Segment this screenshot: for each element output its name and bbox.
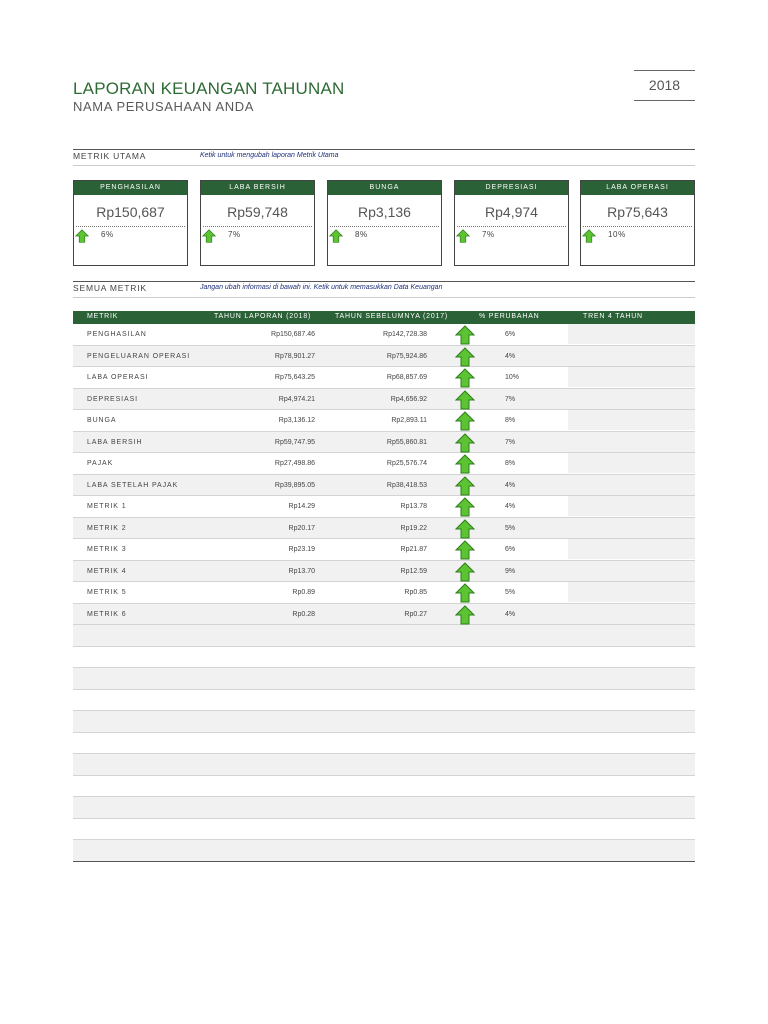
table-header	[73, 311, 695, 324]
metric-card-caption: DEPRESIASI	[455, 181, 568, 195]
row-metric-name: METRIK 5	[87, 589, 127, 596]
row-previous-value[interactable]: Rp0.27	[404, 610, 427, 618]
metric-card	[73, 180, 188, 266]
row-change-value: 4%	[505, 503, 516, 510]
row-current-value[interactable]: Rp150,687.46	[271, 331, 315, 338]
row-trend-cell	[568, 410, 695, 430]
row-previous-value[interactable]: Rp75,924.86	[386, 352, 427, 360]
col-header-metric: METRIK	[87, 313, 119, 320]
metric-card-change	[328, 229, 441, 243]
empty-table-row[interactable]	[73, 840, 695, 862]
row-trend-cell	[568, 346, 695, 366]
metric-card-value: Rp150,687	[76, 204, 185, 227]
metric-card-change	[74, 229, 187, 243]
all-metrics-note: Jangan ubah informasi di bawah ini. Ketik untuk memasukkan Data Keuangan	[200, 284, 443, 291]
empty-table-row[interactable]	[73, 776, 695, 798]
metric-card-change-value: 7%	[228, 230, 241, 239]
up-arrow-icon	[455, 497, 475, 517]
row-previous-value[interactable]: Rp142,728.38	[383, 331, 427, 338]
metric-card-caption: LABA OPERASI	[581, 181, 694, 195]
row-change-value: 9%	[505, 567, 516, 575]
empty-table-row[interactable]	[73, 647, 695, 669]
row-metric-name: METRIK 1	[87, 503, 127, 510]
row-change-value: 4%	[505, 610, 516, 618]
row-previous-value[interactable]: Rp25,576.74	[386, 460, 427, 467]
row-trend-cell	[568, 432, 695, 452]
table-row[interactable]	[73, 475, 695, 497]
up-arrow-icon	[455, 605, 475, 625]
metric-card-value: Rp75,643	[583, 204, 692, 227]
row-change-value: 7%	[505, 438, 516, 446]
row-change-value: 8%	[505, 460, 516, 467]
row-previous-value[interactable]: Rp19.22	[400, 524, 427, 532]
row-metric-name: DEPRESIASI	[87, 395, 139, 403]
up-arrow-icon	[455, 476, 475, 496]
row-metric-name: PAJAK	[87, 460, 114, 467]
metric-card	[454, 180, 569, 266]
row-change-value: 6%	[505, 331, 516, 338]
metric-card-value: Rp59,748	[203, 204, 312, 227]
row-change-value: 8%	[505, 417, 516, 424]
up-arrow-icon	[329, 229, 343, 243]
row-current-value[interactable]: Rp23.19	[288, 546, 315, 553]
all-metrics-label: SEMUA METRIK	[73, 283, 147, 293]
up-arrow-icon	[455, 519, 475, 539]
empty-table-row[interactable]	[73, 819, 695, 841]
row-current-value[interactable]: Rp3,136.12	[278, 417, 315, 424]
row-current-value[interactable]: Rp0.89	[292, 589, 315, 596]
row-previous-value[interactable]: Rp2,893.11	[391, 417, 427, 424]
up-arrow-icon	[455, 562, 475, 582]
row-metric-name: LABA BERSIH	[87, 438, 143, 446]
table-row[interactable]	[73, 604, 695, 626]
metric-card	[580, 180, 695, 266]
metric-card-change	[201, 229, 314, 243]
up-arrow-icon	[455, 390, 475, 410]
row-trend-cell	[568, 604, 695, 624]
metric-card-change-value: 8%	[355, 230, 368, 239]
empty-table-row[interactable]	[73, 711, 695, 733]
row-previous-value[interactable]: Rp12.59	[400, 567, 427, 575]
row-change-value: 5%	[505, 589, 516, 596]
table-row[interactable]	[73, 453, 695, 475]
up-arrow-icon	[455, 540, 475, 560]
up-arrow-icon	[455, 325, 475, 345]
metrics-table	[73, 311, 695, 862]
company-name[interactable]: NAMA PERUSAHAAN ANDA	[73, 99, 255, 114]
up-arrow-icon	[455, 583, 475, 603]
col-header-current-year: TAHUN LAPORAN (2018)	[214, 313, 312, 320]
row-current-value[interactable]: Rp78,901.27	[274, 352, 315, 360]
row-current-value[interactable]: Rp59,747.95	[274, 438, 315, 446]
empty-table-row[interactable]	[73, 754, 695, 776]
metric-card	[327, 180, 442, 266]
row-previous-value[interactable]: Rp68,857.69	[386, 374, 427, 381]
empty-table-row[interactable]	[73, 625, 695, 647]
row-previous-value[interactable]: Rp38,418.53	[386, 481, 427, 489]
row-change-value: 5%	[505, 524, 516, 532]
up-arrow-icon	[582, 229, 596, 243]
row-metric-name: METRIK 3	[87, 546, 127, 553]
row-previous-value[interactable]: Rp4,656.92	[390, 395, 427, 403]
table-row[interactable]	[73, 432, 695, 454]
row-current-value[interactable]: Rp75,643.25	[274, 374, 315, 381]
row-trend-cell	[568, 539, 695, 559]
report-year[interactable]: 2018	[634, 70, 695, 101]
row-metric-name: METRIK 4	[87, 567, 127, 575]
row-change-value: 4%	[505, 352, 516, 360]
row-trend-cell	[568, 518, 695, 538]
metric-card-change	[581, 229, 694, 243]
row-previous-value[interactable]: Rp13.78	[400, 503, 427, 510]
row-trend-cell	[568, 324, 695, 344]
empty-table-row[interactable]	[73, 733, 695, 755]
empty-table-row[interactable]	[73, 668, 695, 690]
table-row[interactable]	[73, 324, 695, 346]
table-row[interactable]	[73, 389, 695, 411]
report-title: LAPORAN KEUANGAN TAHUNAN	[73, 79, 345, 98]
row-change-value: 6%	[505, 546, 516, 553]
table-row[interactable]	[73, 518, 695, 540]
row-current-value[interactable]: Rp39,895.05	[274, 481, 315, 489]
up-arrow-icon	[202, 229, 216, 243]
table-row[interactable]	[73, 561, 695, 583]
row-trend-cell	[568, 475, 695, 495]
row-trend-cell	[568, 561, 695, 581]
metric-card-change-value: 10%	[608, 230, 626, 239]
col-header-change: % PERUBAHAN	[479, 313, 540, 320]
all-metrics-header	[73, 281, 695, 298]
row-current-value[interactable]: Rp13.70	[288, 567, 315, 575]
empty-table-row[interactable]	[73, 690, 695, 712]
table-row[interactable]	[73, 582, 695, 604]
table-row[interactable]	[73, 346, 695, 368]
row-metric-name: PENGELUARAN OPERASI	[87, 352, 191, 360]
up-arrow-icon	[455, 411, 475, 431]
key-metrics-header	[73, 149, 695, 166]
row-metric-name: BUNGA	[87, 417, 117, 424]
up-arrow-icon	[455, 368, 475, 388]
row-metric-name: METRIK 2	[87, 524, 127, 532]
metric-card	[200, 180, 315, 266]
metric-card-value: Rp4,974	[457, 204, 566, 227]
table-body	[73, 324, 695, 862]
table-row[interactable]	[73, 367, 695, 389]
row-current-value[interactable]: Rp0.28	[292, 610, 315, 618]
metric-card-change-value: 6%	[101, 230, 114, 239]
table-row[interactable]	[73, 539, 695, 561]
row-metric-name: PENGHASILAN	[87, 331, 147, 338]
up-arrow-icon	[455, 347, 475, 367]
row-trend-cell	[568, 453, 695, 473]
col-header-previous-year: TAHUN SEBELUMNYA (2017)	[335, 313, 449, 320]
row-previous-value[interactable]: Rp55,860.81	[386, 438, 427, 446]
metric-card-value: Rp3,136	[330, 204, 439, 227]
table-row[interactable]	[73, 496, 695, 518]
row-change-value: 10%	[505, 374, 520, 381]
row-previous-value[interactable]: Rp0.85	[404, 589, 427, 596]
row-trend-cell	[568, 367, 695, 387]
row-trend-cell	[568, 389, 695, 409]
metric-card-caption: PENGHASILAN	[74, 181, 187, 195]
empty-table-row[interactable]	[73, 797, 695, 819]
up-arrow-icon	[455, 433, 475, 453]
key-metrics-label: METRIK UTAMA	[73, 151, 147, 161]
row-current-value[interactable]: Rp20.17	[288, 524, 315, 532]
row-current-value[interactable]: Rp14.29	[288, 503, 315, 510]
metric-card-change	[455, 229, 568, 243]
table-row[interactable]	[73, 410, 695, 432]
row-change-value: 4%	[505, 481, 516, 489]
row-metric-name: METRIK 6	[87, 610, 127, 618]
metric-card-change-value: 7%	[482, 230, 495, 239]
row-change-value: 7%	[505, 395, 516, 403]
row-metric-name: LABA SETELAH PAJAK	[87, 481, 179, 489]
up-arrow-icon	[455, 454, 475, 474]
metric-card-caption: BUNGA	[328, 181, 441, 195]
row-previous-value[interactable]: Rp21.87	[400, 546, 427, 553]
up-arrow-icon	[456, 229, 470, 243]
row-metric-name: LABA OPERASI	[87, 374, 149, 381]
key-metrics-note: Ketik untuk mengubah laporan Metrik Utama	[200, 152, 339, 159]
up-arrow-icon	[75, 229, 89, 243]
metric-card-caption: LABA BERSIH	[201, 181, 314, 195]
row-trend-cell	[568, 496, 695, 516]
col-header-trend: TREN 4 TAHUN	[583, 313, 643, 320]
row-trend-cell	[568, 582, 695, 602]
row-current-value[interactable]: Rp4,974.21	[278, 395, 315, 403]
row-current-value[interactable]: Rp27,498.86	[274, 460, 315, 467]
